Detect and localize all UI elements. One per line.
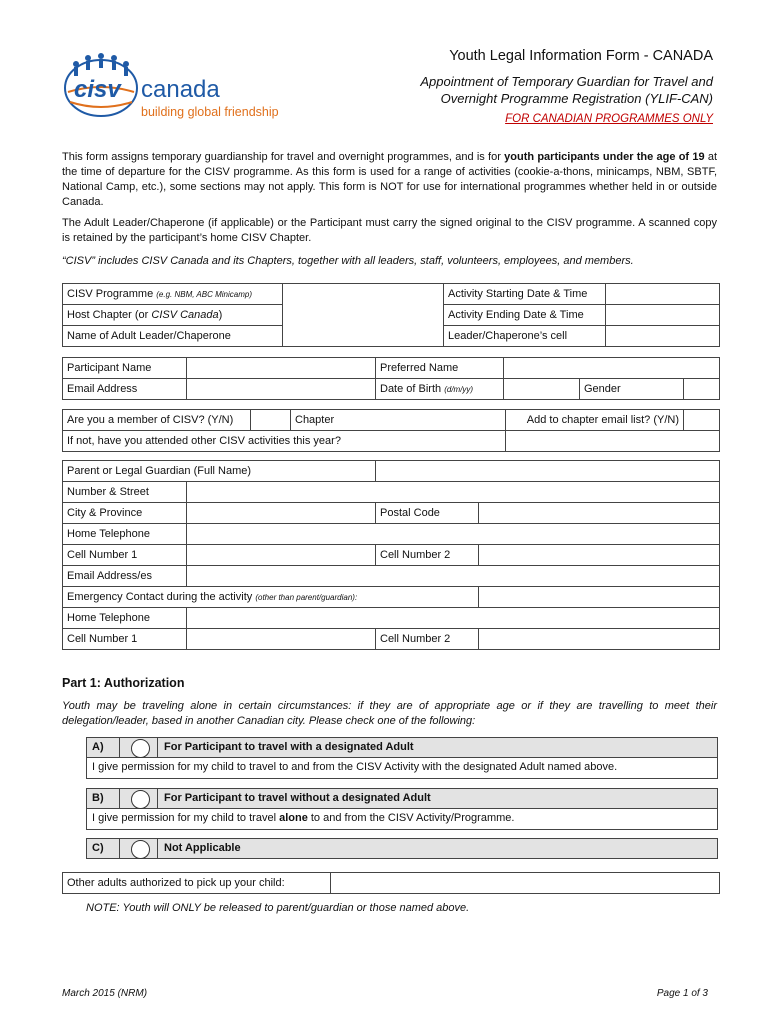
home-telephone-label: Home Telephone <box>63 524 187 545</box>
membership-table <box>62 409 720 452</box>
guardian-name-label: Parent or Legal Guardian (Full Name) <box>63 461 376 482</box>
host-chapter-input[interactable] <box>283 305 444 326</box>
leader-cell-label: Leader/Chaperone’s cell <box>444 326 606 347</box>
option-a-body: I give permission for my child to travel to and from the CISV Activity with the designated Adult named above. <box>86 758 718 779</box>
guardian-email-label: Email Address/es <box>63 566 187 587</box>
chapter-field[interactable] <box>291 410 506 431</box>
street-input[interactable] <box>187 482 720 503</box>
leader-label: Name of Adult Leader/Chaperone <box>63 326 283 347</box>
start-date-label: Activity Starting Date & Time <box>444 284 606 305</box>
gender-input[interactable] <box>684 379 720 400</box>
page-subtitle <box>420 73 713 107</box>
option-a-radio[interactable] <box>131 739 150 758</box>
leader-cell-input[interactable] <box>606 326 720 347</box>
logo-tagline: building global friendship <box>141 105 279 119</box>
participant-name-input[interactable] <box>187 358 376 379</box>
subtitle-line-2: Overnight Programme Registration (YLIF-CAN) <box>440 91 713 106</box>
guardian-table <box>62 460 720 650</box>
dob-input[interactable] <box>504 379 580 400</box>
emergency-home-telephone-input[interactable] <box>187 608 720 629</box>
programme-notice: FOR CANADIAN PROGRAMMES ONLY <box>505 113 713 125</box>
pickup-table <box>62 872 720 894</box>
option-a-header <box>86 737 718 758</box>
subtitle-line-1: Appointment of Temporary Guardian for Travel and <box>420 74 713 89</box>
email-input[interactable] <box>187 379 376 400</box>
city-label: City & Province <box>63 503 187 524</box>
cell1-input[interactable] <box>187 545 376 566</box>
option-b-header <box>86 788 718 809</box>
footer-date: March 2015 (NRM) <box>62 988 148 999</box>
preferred-name-input[interactable] <box>504 358 720 379</box>
option-c-radio[interactable] <box>131 840 150 859</box>
guardian-name-input[interactable] <box>376 461 720 482</box>
option-c-label: Not Applicable <box>164 842 241 854</box>
release-note: NOTE: Youth will ONLY be released to parent/guardian or those named above. <box>86 902 470 914</box>
participant-name-label: Participant Name <box>63 358 187 379</box>
pickup-input[interactable] <box>331 873 720 894</box>
option-a-label: For Participant to travel with a designated Adult <box>164 741 414 753</box>
programme-label: CISV Programme (e.g. NBM, ABC Minicamp) <box>63 284 283 305</box>
email-list-label: Add to chapter email list? (Y/N) <box>506 410 684 431</box>
other-activities-label: If not, have you attended other CISV activities this year? <box>63 431 506 452</box>
intro-paragraph-2: The Adult Leader/Chaperone (if applicable) or the Participant must carry the signed original to the CISV programme. A scanned copy is retained by the participant’s home CISV Chapter. <box>62 217 717 244</box>
home-telephone-input[interactable] <box>187 524 720 545</box>
postal-label: Postal Code <box>376 503 479 524</box>
cell2-label: Cell Number 2 <box>376 545 479 566</box>
emergency-cell1-input[interactable] <box>187 629 376 650</box>
emergency-cell2-label: Cell Number 2 <box>376 629 479 650</box>
dob-label: Date of Birth (d/m/yy) <box>376 379 504 400</box>
emergency-contact-input[interactable] <box>479 587 720 608</box>
emergency-contact-label: Emergency Contact during the activity (other than parent/guardian): <box>63 587 479 608</box>
postal-input[interactable] <box>479 503 720 524</box>
email-list-input[interactable] <box>684 410 720 431</box>
pickup-label: Other adults authorized to pick up your child: <box>63 873 331 894</box>
page-title: Youth Legal Information Form - CANADA <box>449 48 713 64</box>
option-a-letter: A) <box>92 741 104 753</box>
intro-paragraph-1: This form assigns temporary guardianship for travel and overnight programmes, and is for youth participants under the age of 19 at the time of departure for the CISV programme. As this form is used for a range of activities (cookie-a-thons, minicamps, NBM, SBTF, National Camp, etc.), some sections may not apply. This form is NOT for use for international programmes whether held in or outside Canada. <box>62 151 718 208</box>
other-activities-input[interactable] <box>506 431 720 452</box>
programme-table <box>62 283 720 347</box>
end-date-input[interactable] <box>606 305 720 326</box>
participant-table <box>62 357 720 400</box>
cell1-label: Cell Number 1 <box>63 545 187 566</box>
emergency-home-telephone-label: Home Telephone <box>63 608 187 629</box>
footer-page-number: Page 1 of 3 <box>656 988 708 999</box>
preferred-name-label: Preferred Name <box>376 358 504 379</box>
cisv-logo <box>62 52 292 122</box>
street-label: Number & Street <box>63 482 187 503</box>
programme-input[interactable] <box>283 284 444 305</box>
cell2-input[interactable] <box>479 545 720 566</box>
chapter-label: Chapter <box>295 414 335 426</box>
email-label: Email Address <box>63 379 187 400</box>
host-chapter-label: Host Chapter (or CISV Canada) <box>63 305 283 326</box>
option-c-header <box>86 838 718 859</box>
part1-intro: Youth may be traveling alone in certain circumstances: if they are of appropriate age or if they are travelling to meet their delegation/leader, based in another Canadian city. Please check one of the following: <box>62 700 717 727</box>
member-input[interactable] <box>251 410 291 431</box>
intro-paragraph-3: “CISV” includes CISV Canada and its Chapters, together with all leaders, staff, volunteers, employees, and members. <box>62 255 634 267</box>
guardian-email-input[interactable] <box>187 566 720 587</box>
leader-input[interactable] <box>283 326 444 347</box>
member-label: Are you a member of CISV? (Y/N) <box>63 410 251 431</box>
logo-brand: cisv <box>74 76 121 103</box>
option-b-radio[interactable] <box>131 790 150 809</box>
logo-name: canada <box>141 76 220 103</box>
part1-heading: Part 1: Authorization <box>62 676 185 690</box>
option-b-body: I give permission for my child to travel alone to and from the CISV Activity/Programme. <box>86 809 718 830</box>
end-date-label: Activity Ending Date & Time <box>444 305 606 326</box>
option-c-letter: C) <box>92 842 104 854</box>
city-input[interactable] <box>187 503 376 524</box>
emergency-cell1-label: Cell Number 1 <box>63 629 187 650</box>
gender-label: Gender <box>580 379 684 400</box>
emergency-cell2-input[interactable] <box>479 629 720 650</box>
start-date-input[interactable] <box>606 284 720 305</box>
option-b-label: For Participant to travel without a designated Adult <box>164 792 431 804</box>
option-b-letter: B) <box>92 792 104 804</box>
